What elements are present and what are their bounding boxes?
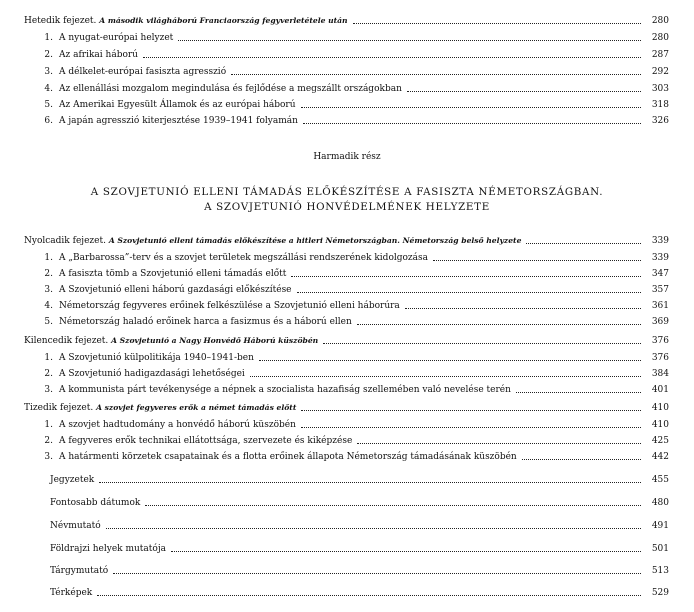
item-title: A szovjet hadtudomány a honvédő háború küszöbén (59, 420, 296, 430)
dot-leader (405, 307, 641, 309)
toc-item[interactable]: 3. A délkelet-európai fasiszta agresszió 292 (44, 67, 669, 77)
page-number: 410 (651, 403, 669, 413)
page-number: 292 (651, 67, 669, 77)
dot-leader (250, 375, 641, 377)
page-number: 303 (651, 84, 669, 94)
page-number: 326 (651, 116, 669, 126)
toc-chapter-7[interactable] (24, 13, 669, 27)
chapter-title: Kilencedik fejezet. A Szovjetunió a Nagy Honvédő Háború küszöbén (24, 336, 319, 346)
page-number: 376 (651, 353, 669, 363)
page-number: 339 (651, 236, 669, 246)
dot-leader (143, 56, 641, 58)
page-number: 339 (651, 253, 669, 263)
toc-appendix-name-index[interactable] (50, 518, 669, 532)
part-label: Harmadik rész (313, 152, 381, 162)
dot-leader (145, 504, 641, 506)
item-title: A Szovjetunió elleni háború gazdasági előkészítése (59, 285, 292, 295)
toc-item[interactable]: 3. A Szovjetunió elleni háború gazdasági előkészítése 357 (44, 285, 669, 295)
dot-leader (259, 359, 641, 361)
toc-item[interactable]: 2. A Szovjetunió hadigazdasági lehetőségei 384 (44, 369, 669, 379)
toc-item[interactable]: 1. A szovjet hadtudomány a honvédő háború küszöbén 410 (44, 420, 669, 430)
dot-leader (303, 122, 641, 124)
dot-leader (357, 442, 641, 444)
item-title: A Szovjetunió külpolitikája 1940–1941-ben (59, 353, 254, 363)
item-title: A nyugat-európai helyzet (59, 33, 174, 43)
dot-leader (99, 481, 641, 483)
page-number: 280 (651, 16, 669, 26)
dot-leader (433, 259, 641, 261)
page-number: 513 (651, 566, 669, 576)
dot-leader (522, 458, 641, 460)
item-title: A kommunista párt tevékenysége a népnek a szocialista hazafiság szellemében való nevelése terén (59, 385, 511, 395)
page-number: 318 (651, 100, 669, 110)
toc-item[interactable]: 2. Az afrikai háború 287 (44, 50, 669, 60)
page-number: 376 (651, 336, 669, 346)
page-number: 425 (651, 436, 669, 446)
appendix-title: Térképek (50, 588, 93, 598)
page-number: 501 (651, 544, 669, 554)
item-title: Németország haladó erőinek harca a fasizmus és a háború ellen (59, 317, 352, 327)
appendix-title: Tárgymutató (50, 566, 109, 576)
item-title: A délkelet-európai fasiszta agresszió (59, 67, 227, 77)
dot-leader (106, 527, 641, 529)
dot-leader (301, 426, 641, 428)
part-heading-line-1: A SZOVJETUNIÓ ELLENI TÁMADÁS ELŐKÉSZÍTÉSE A FASISZTA NÉMETORSZÁGBAN. (90, 186, 604, 198)
toc-item[interactable]: 3. A határmenti körzetek csapatainak és a flotta erőinek állapota Németország támadásának küszöbén 442 (44, 452, 669, 462)
toc-appendix-maps[interactable] (50, 585, 669, 599)
toc-item[interactable]: 5. Az Amerikai Egyesült Államok és az európai háború 318 (44, 100, 669, 110)
page-number: 357 (651, 285, 669, 295)
page-number: 442 (651, 452, 669, 462)
page-number: 361 (651, 301, 669, 311)
item-title: A határmenti körzetek csapatainak és a flotta erőinek állapota Németország támadásának küszöbén (59, 452, 517, 462)
appendix-title: Földrajzi helyek mutatója (50, 544, 166, 554)
toc-appendix-subject-index[interactable] (50, 563, 669, 577)
toc-item[interactable]: 1. A nyugat-európai helyzet 280 (44, 33, 669, 43)
dot-leader (301, 409, 641, 411)
toc-item[interactable]: 4. Németország fegyveres erőinek felkészülése a Szovjetunió elleni háborúra 361 (44, 301, 669, 311)
toc-item[interactable]: 1. A Szovjetunió külpolitikája 1940–1941-ben 376 (44, 353, 669, 363)
item-title: A Szovjetunió hadigazdasági lehetőségei (59, 369, 245, 379)
page-number: 384 (651, 369, 669, 379)
toc-item[interactable]: 2. A fasiszta tömb a Szovjetunió elleni támadás előtt 347 (44, 269, 669, 279)
page-number: 491 (651, 521, 669, 531)
dot-leader (526, 242, 641, 244)
dot-leader (97, 594, 641, 596)
item-title: Az afrikai háború (59, 50, 138, 60)
dot-leader (353, 22, 641, 24)
appendix-title: Jegyzetek (50, 475, 95, 485)
dot-leader (357, 323, 641, 325)
toc-item[interactable]: 3. A kommunista párt tevékenysége a népnek a szocialista hazafiság szellemében való nevelése terén 401 (44, 385, 669, 395)
toc-appendix-dates[interactable] (50, 495, 669, 509)
toc-item[interactable]: 5. Németország haladó erőinek harca a fasizmus és a háború ellen 369 (44, 317, 669, 327)
page-number: 410 (651, 420, 669, 430)
dot-leader (516, 391, 641, 393)
page-number: 369 (651, 317, 669, 327)
item-title: A fasiszta tömb a Szovjetunió elleni támadás előtt (59, 269, 287, 279)
page-number: 401 (651, 385, 669, 395)
dot-leader (178, 39, 641, 41)
item-title: A fegyveres erők technikai ellátottsága, szervezete és kiképzése (59, 436, 353, 446)
dot-leader (231, 73, 641, 75)
page-number: 347 (651, 269, 669, 279)
item-title: Az Amerikai Egyesült Államok és az európai háború (59, 100, 296, 110)
appendix-title: Fontosabb dátumok (50, 498, 141, 508)
item-title: Az ellenállási mozgalom megindulása és fejlődése a megszállt országokban (59, 84, 402, 94)
dot-leader (297, 291, 641, 293)
dot-leader (407, 90, 641, 92)
toc-item[interactable]: 4. Az ellenállási mozgalom megindulása és fejlődése a megszállt országokban 303 (44, 84, 669, 94)
item-title: A japán agresszió kiterjesztése 1939–1941 folyamán (59, 116, 298, 126)
appendix-title: Névmutató (50, 521, 101, 531)
page-number: 529 (651, 588, 669, 598)
item-title: A „Barbarossa”-terv és a szovjet területek megszállási rendszerének kidolgozása (59, 253, 429, 263)
dot-leader (301, 106, 641, 108)
chapter-title: Tizedik fejezet. A szovjet fegyveres erők a német támadás előtt (24, 403, 297, 413)
dot-leader (323, 342, 641, 344)
part-heading-line-2: A SZOVJETUNIÓ HONVÉDELMÉNEK HELYZETE (204, 201, 490, 213)
chapter-title: Hetedik fejezet. A második világháború Franciaország fegyverletétele után (24, 16, 348, 26)
chapter-title: Nyolcadik fejezet. A Szovjetunió elleni támadás előkészítése a hitleri Németországban. Németország belső helyzete (24, 236, 522, 246)
dot-leader (291, 275, 641, 277)
dot-leader (171, 550, 641, 552)
page-number: 280 (651, 33, 669, 43)
toc-appendix-notes[interactable] (50, 472, 669, 486)
dot-leader (113, 572, 641, 574)
page-number: 455 (651, 475, 669, 485)
item-title: Németország fegyveres erőinek felkészülése a Szovjetunió elleni háborúra (59, 301, 400, 311)
toc-chapter-9[interactable] (24, 333, 669, 347)
page-number: 287 (651, 50, 669, 60)
toc-item[interactable]: 2. A fegyveres erők technikai ellátottsága, szervezete és kiképzése 425 (44, 436, 669, 446)
toc-appendix-place-index[interactable] (50, 541, 669, 555)
toc-item[interactable]: 6. A japán agresszió kiterjesztése 1939–1941 folyamán 326 (44, 116, 669, 126)
page-number: 480 (651, 498, 669, 508)
toc-chapter-10[interactable] (24, 400, 669, 414)
toc-chapter-8[interactable] (24, 233, 669, 247)
toc-item[interactable]: 1. A „Barbarossa”-terv és a szovjet területek megszállási rendszerének kidolgozása 339 (44, 253, 669, 263)
